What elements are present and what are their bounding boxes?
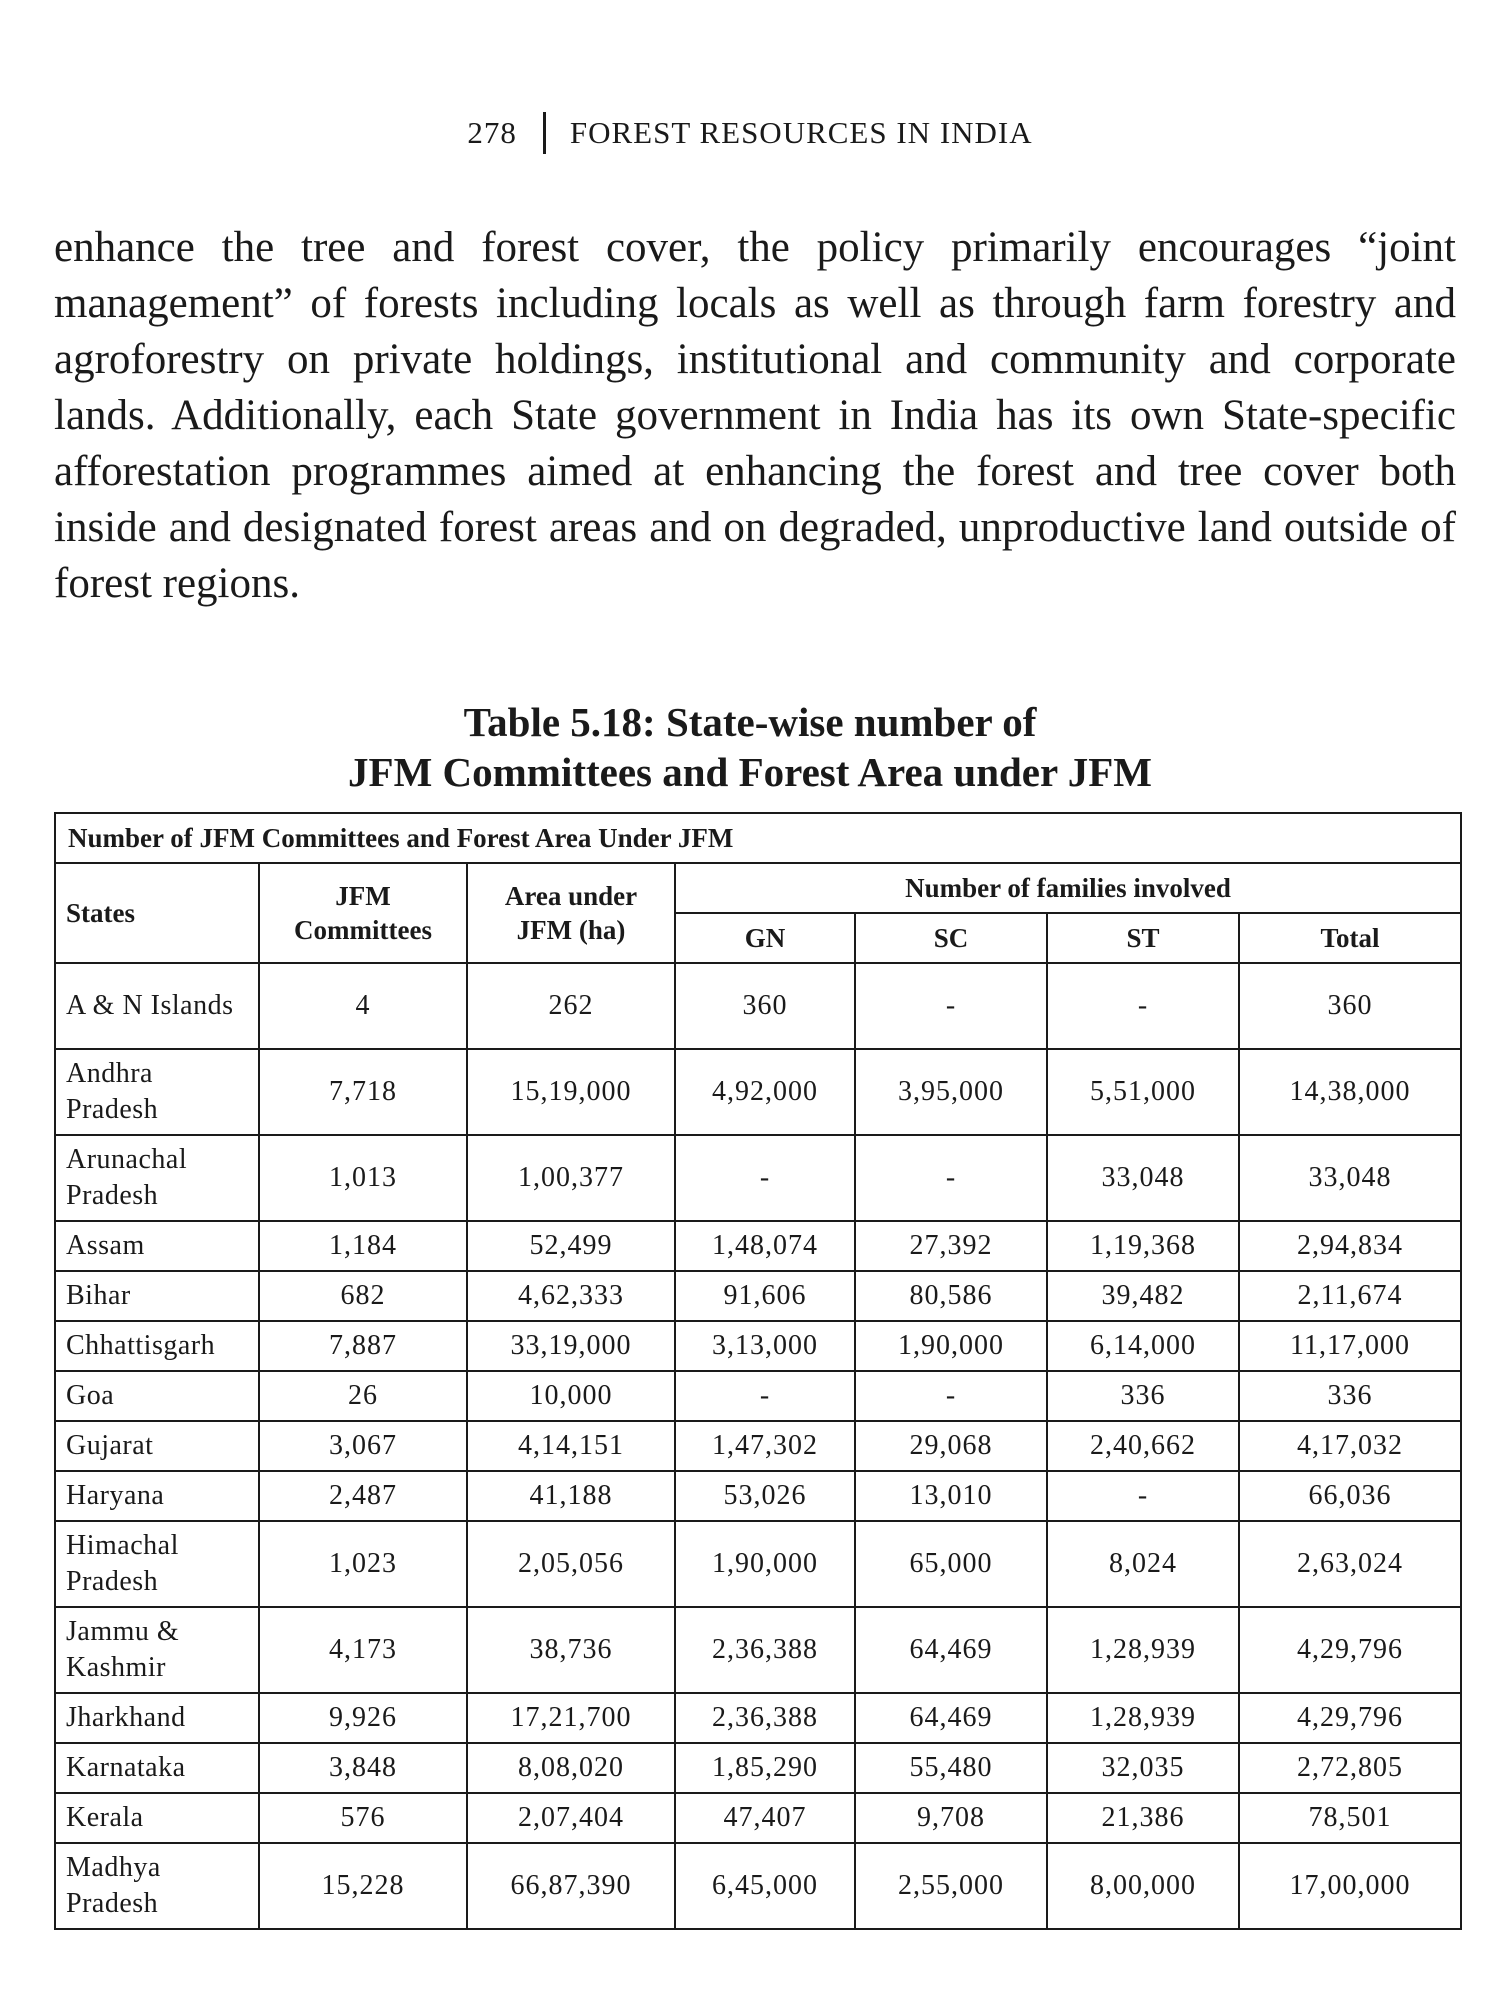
cell-total: 17,00,000 bbox=[1239, 1843, 1461, 1929]
cell-state: Arunachal Pradesh bbox=[55, 1135, 259, 1221]
cell-area: 17,21,700 bbox=[467, 1693, 675, 1743]
cell-state: Jharkhand bbox=[55, 1693, 259, 1743]
cell-state: Gujarat bbox=[55, 1421, 259, 1471]
cell-total: 336 bbox=[1239, 1371, 1461, 1421]
cell-st: 39,482 bbox=[1047, 1271, 1239, 1321]
cell-total: 2,63,024 bbox=[1239, 1521, 1461, 1607]
cell-total: 66,036 bbox=[1239, 1471, 1461, 1521]
cell-sc: - bbox=[855, 1135, 1047, 1221]
table-title: Number of JFM Committees and Forest Area Under JFM bbox=[55, 813, 1461, 863]
cell-area: 8,08,020 bbox=[467, 1743, 675, 1793]
cell-total: 2,11,674 bbox=[1239, 1271, 1461, 1321]
cell-committees: 3,067 bbox=[259, 1421, 467, 1471]
cell-gn: 1,48,074 bbox=[675, 1221, 855, 1271]
cell-gn: 360 bbox=[675, 963, 855, 1049]
cell-sc: 3,95,000 bbox=[855, 1049, 1047, 1135]
cell-st: 1,28,939 bbox=[1047, 1607, 1239, 1693]
cell-sc: 55,480 bbox=[855, 1743, 1047, 1793]
table-row bbox=[55, 1793, 1461, 1843]
cell-area: 10,000 bbox=[467, 1371, 675, 1421]
cell-total: 4,17,032 bbox=[1239, 1421, 1461, 1471]
cell-st: 1,28,939 bbox=[1047, 1693, 1239, 1743]
cell-state: Kerala bbox=[55, 1793, 259, 1843]
cell-committees: 7,718 bbox=[259, 1049, 467, 1135]
cell-gn: 1,47,302 bbox=[675, 1421, 855, 1471]
table-row bbox=[55, 1321, 1461, 1371]
header-st: ST bbox=[1047, 913, 1239, 963]
cell-gn: 2,36,388 bbox=[675, 1693, 855, 1743]
cell-area: 2,07,404 bbox=[467, 1793, 675, 1843]
cell-area: 262 bbox=[467, 963, 675, 1049]
cell-committees: 9,926 bbox=[259, 1693, 467, 1743]
table-row bbox=[55, 1607, 1461, 1693]
cell-st: 2,40,662 bbox=[1047, 1421, 1239, 1471]
cell-total: 360 bbox=[1239, 963, 1461, 1049]
header-states: States bbox=[55, 863, 259, 963]
cell-state: Jammu & Kashmir bbox=[55, 1607, 259, 1693]
cell-state: Assam bbox=[55, 1221, 259, 1271]
cell-committees: 26 bbox=[259, 1371, 467, 1421]
cell-sc: 9,708 bbox=[855, 1793, 1047, 1843]
cell-gn: - bbox=[675, 1371, 855, 1421]
cell-area: 2,05,056 bbox=[467, 1521, 675, 1607]
cell-state: A & N Islands bbox=[55, 963, 259, 1049]
table-row bbox=[55, 1743, 1461, 1793]
table-row bbox=[55, 1843, 1461, 1929]
cell-st: 1,19,368 bbox=[1047, 1221, 1239, 1271]
cell-st: 33,048 bbox=[1047, 1135, 1239, 1221]
cell-committees: 3,848 bbox=[259, 1743, 467, 1793]
cell-state: Karnataka bbox=[55, 1743, 259, 1793]
page-number: 278 bbox=[467, 115, 517, 150]
cell-area: 4,62,333 bbox=[467, 1271, 675, 1321]
cell-state: Bihar bbox=[55, 1271, 259, 1321]
table-row bbox=[55, 1271, 1461, 1321]
header-jfm-committees: JFM Committees bbox=[259, 863, 467, 963]
cell-state: Himachal Pradesh bbox=[55, 1521, 259, 1607]
cell-committees: 4,173 bbox=[259, 1607, 467, 1693]
table-row bbox=[55, 1135, 1461, 1221]
cell-st: 336 bbox=[1047, 1371, 1239, 1421]
cell-area: 4,14,151 bbox=[467, 1421, 675, 1471]
cell-committees: 4 bbox=[259, 963, 467, 1049]
cell-state: Goa bbox=[55, 1371, 259, 1421]
cell-sc: 29,068 bbox=[855, 1421, 1047, 1471]
cell-total: 4,29,796 bbox=[1239, 1607, 1461, 1693]
cell-area: 33,19,000 bbox=[467, 1321, 675, 1371]
cell-area: 1,00,377 bbox=[467, 1135, 675, 1221]
cell-state: Chhattisgarh bbox=[55, 1321, 259, 1371]
cell-st: - bbox=[1047, 963, 1239, 1049]
cell-committees: 15,228 bbox=[259, 1843, 467, 1929]
cell-area: 15,19,000 bbox=[467, 1049, 675, 1135]
cell-area: 52,499 bbox=[467, 1221, 675, 1271]
cell-gn: 2,36,388 bbox=[675, 1607, 855, 1693]
cell-st: 6,14,000 bbox=[1047, 1321, 1239, 1371]
cell-total: 2,72,805 bbox=[1239, 1743, 1461, 1793]
header-families-involved: Number of families involved bbox=[675, 863, 1461, 913]
cell-sc: 27,392 bbox=[855, 1221, 1047, 1271]
cell-st: 8,024 bbox=[1047, 1521, 1239, 1607]
running-title: FOREST RESOURCES IN INDIA bbox=[569, 115, 1033, 150]
header-area-under-jfm: Area under JFM (ha) bbox=[467, 863, 675, 963]
cell-total: 2,94,834 bbox=[1239, 1221, 1461, 1271]
header-gn: GN bbox=[675, 913, 855, 963]
table-row bbox=[55, 963, 1461, 1049]
cell-sc: - bbox=[855, 1371, 1047, 1421]
header-divider bbox=[543, 112, 546, 154]
cell-committees: 2,487 bbox=[259, 1471, 467, 1521]
cell-state: Madhya Pradesh bbox=[55, 1843, 259, 1929]
cell-gn: 1,90,000 bbox=[675, 1521, 855, 1607]
cell-committees: 576 bbox=[259, 1793, 467, 1843]
cell-gn: 47,407 bbox=[675, 1793, 855, 1843]
cell-gn: 3,13,000 bbox=[675, 1321, 855, 1371]
cell-state: Haryana bbox=[55, 1471, 259, 1521]
cell-gn: 4,92,000 bbox=[675, 1049, 855, 1135]
cell-sc: 1,90,000 bbox=[855, 1321, 1047, 1371]
table-row bbox=[55, 1221, 1461, 1271]
cell-st: - bbox=[1047, 1471, 1239, 1521]
cell-sc: 64,469 bbox=[855, 1607, 1047, 1693]
cell-total: 14,38,000 bbox=[1239, 1049, 1461, 1135]
cell-st: 8,00,000 bbox=[1047, 1843, 1239, 1929]
cell-gn: - bbox=[675, 1135, 855, 1221]
page-header bbox=[0, 112, 1500, 154]
cell-area: 41,188 bbox=[467, 1471, 675, 1521]
cell-total: 78,501 bbox=[1239, 1793, 1461, 1843]
jfm-table bbox=[54, 812, 1462, 1930]
cell-total: 4,29,796 bbox=[1239, 1693, 1461, 1743]
body-paragraph: enhance the tree and forest cover, the policy primarily encourages “joint management” of forests including locals as well as through farm forestry and agroforestry on private holdings, institutional and community and corporate lands. Additionally, each State government in India has its own State-specific afforestation programmes aimed at enhancing the forest and tree cover both inside and designated forest areas and on degraded, unproductive land outside of forest regions. bbox=[54, 224, 1456, 607]
cell-sc: 64,469 bbox=[855, 1693, 1047, 1743]
cell-st: 5,51,000 bbox=[1047, 1049, 1239, 1135]
cell-gn: 6,45,000 bbox=[675, 1843, 855, 1929]
cell-total: 33,048 bbox=[1239, 1135, 1461, 1221]
table-caption-line-2: JFM Committees and Forest Area under JFM bbox=[348, 749, 1152, 795]
cell-committees: 7,887 bbox=[259, 1321, 467, 1371]
cell-gn: 53,026 bbox=[675, 1471, 855, 1521]
cell-committees: 1,184 bbox=[259, 1221, 467, 1271]
cell-sc: 65,000 bbox=[855, 1521, 1047, 1607]
table-row bbox=[55, 1693, 1461, 1743]
cell-st: 32,035 bbox=[1047, 1743, 1239, 1793]
cell-committees: 1,023 bbox=[259, 1521, 467, 1607]
table-row bbox=[55, 1049, 1461, 1135]
table-row bbox=[55, 1371, 1461, 1421]
cell-gn: 1,85,290 bbox=[675, 1743, 855, 1793]
cell-sc: 2,55,000 bbox=[855, 1843, 1047, 1929]
table-row bbox=[55, 1471, 1461, 1521]
table-row bbox=[55, 1521, 1461, 1607]
cell-committees: 682 bbox=[259, 1271, 467, 1321]
table-row bbox=[55, 1421, 1461, 1471]
cell-gn: 91,606 bbox=[675, 1271, 855, 1321]
cell-total: 11,17,000 bbox=[1239, 1321, 1461, 1371]
cell-state: Andhra Pradesh bbox=[55, 1049, 259, 1135]
table-caption bbox=[0, 697, 1500, 797]
cell-sc: 13,010 bbox=[855, 1471, 1047, 1521]
cell-area: 38,736 bbox=[467, 1607, 675, 1693]
cell-committees: 1,013 bbox=[259, 1135, 467, 1221]
cell-sc: - bbox=[855, 963, 1047, 1049]
cell-sc: 80,586 bbox=[855, 1271, 1047, 1321]
header-total: Total bbox=[1239, 913, 1461, 963]
table-caption-line-1: Table 5.18: State-wise number of bbox=[463, 699, 1037, 745]
cell-st: 21,386 bbox=[1047, 1793, 1239, 1843]
header-sc: SC bbox=[855, 913, 1047, 963]
cell-area: 66,87,390 bbox=[467, 1843, 675, 1929]
